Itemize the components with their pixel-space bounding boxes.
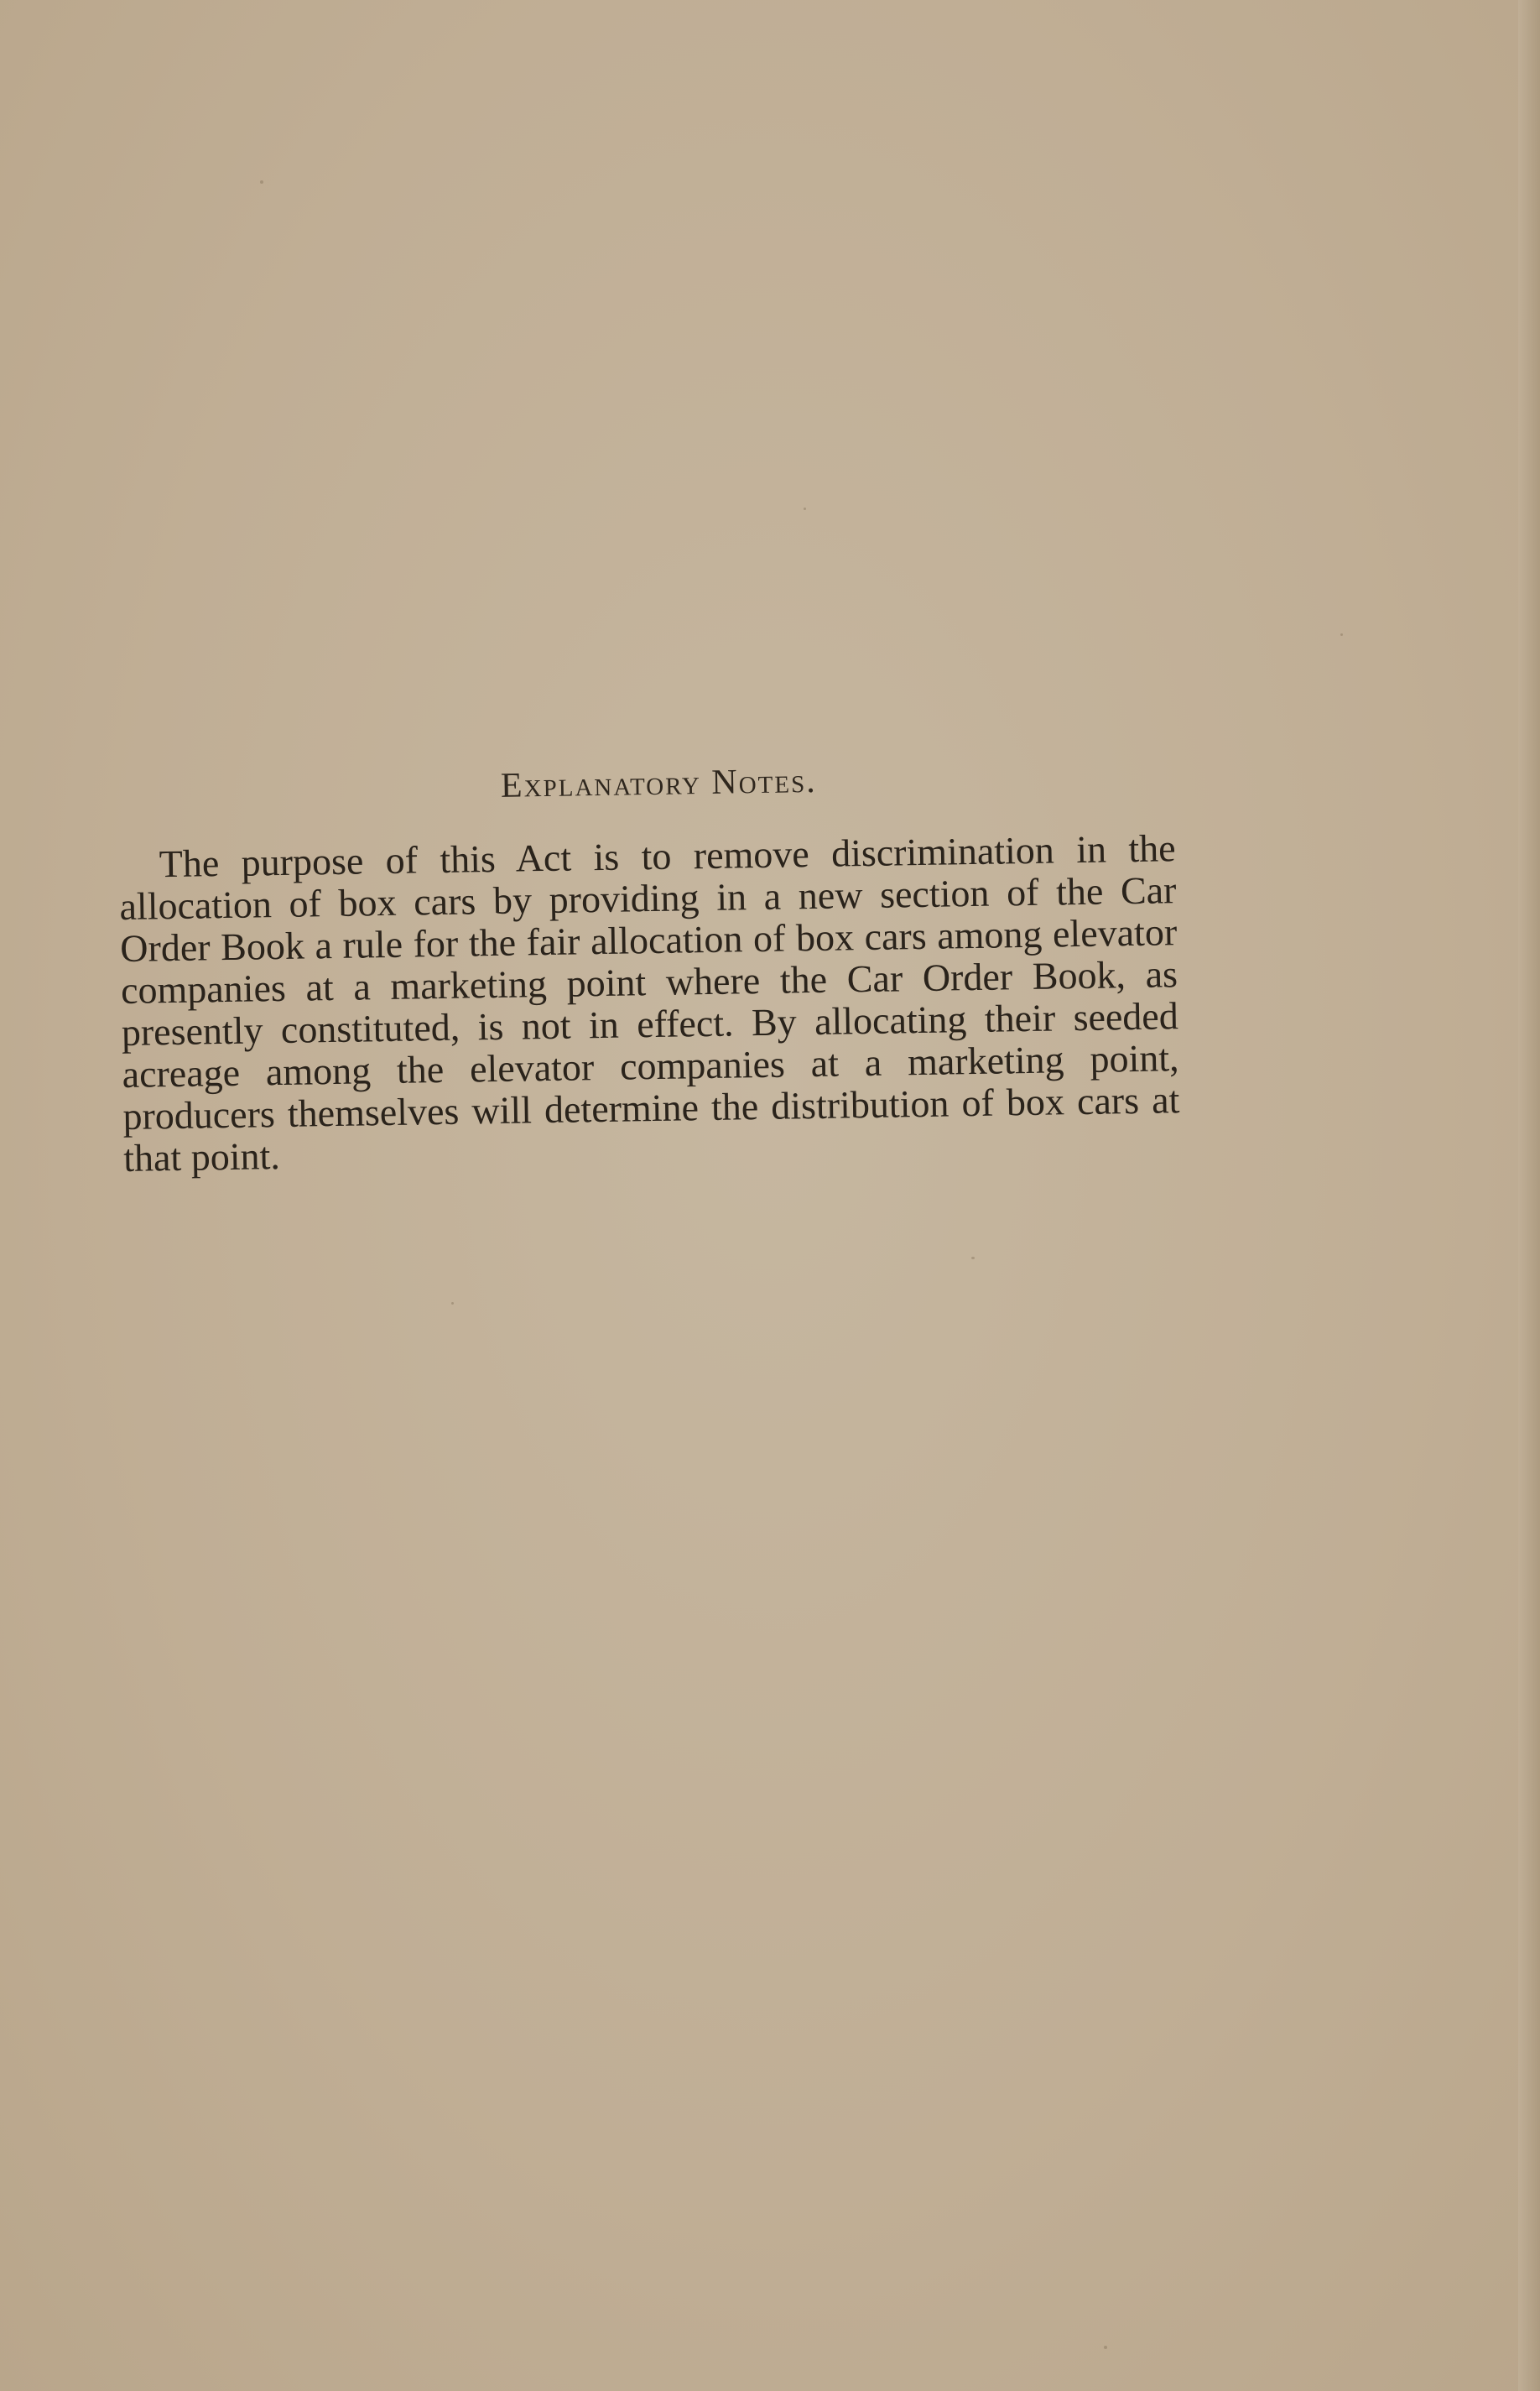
page-heading: Explanatory Notes. <box>500 761 817 805</box>
paper-speck <box>451 1302 454 1305</box>
paper-speck <box>1104 2346 1107 2349</box>
page-edge-shadow <box>1518 0 1540 2391</box>
paper-speck <box>260 180 263 184</box>
paper-speck <box>1340 633 1343 636</box>
paper-speck <box>971 1257 975 1259</box>
explanatory-paragraph: The purpose of this Act is to remove discrimination in the allocation of box cars by providing in a new section of the Car Order Book a rule for the fair allocation of box cars among elevator companies at a marketing point where the Car Order Book, as presently constituted, is not in effect. By allocating their seeded acreage among the elevator companies at a marketing point, producers themselves will determine the distribution of box cars at that point. <box>119 826 1180 1180</box>
paper-speck <box>804 508 806 510</box>
explanatory-notes-section <box>117 755 1180 1180</box>
